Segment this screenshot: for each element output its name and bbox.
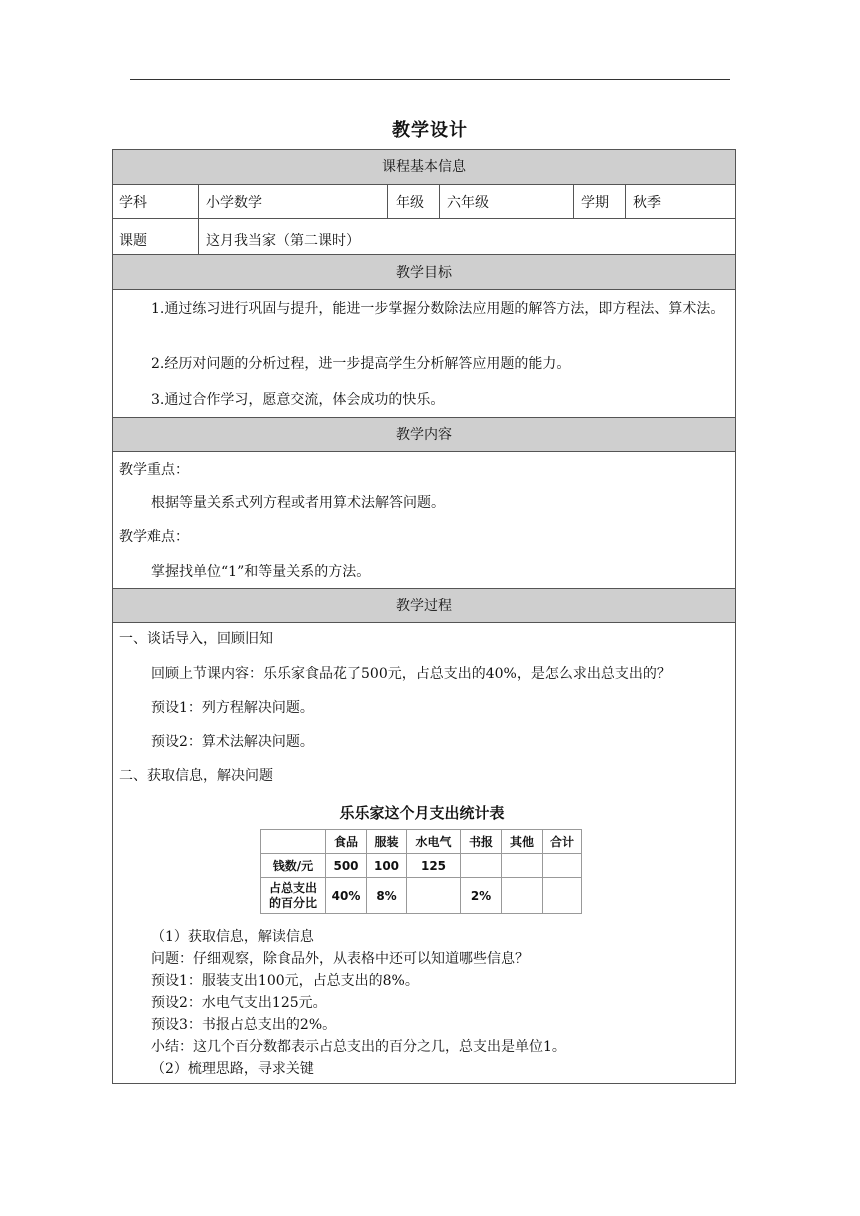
process-sub-line: 小结：这几个百分数都表示占总支出的百分之几，总支出是单位1。 [151, 1039, 566, 1055]
grade-value: 六年级 [447, 195, 489, 211]
process-line: 回顾上节课内容：乐乐家食品花了500元，占总支出的40%，是怎么求出总支出的？ [151, 666, 671, 682]
table-header-cell: 服装 [367, 830, 407, 854]
topic-value: 这月我当家（第二课时） [206, 233, 360, 249]
subject-label: 学科 [119, 195, 147, 211]
section-header-basic-info [113, 150, 735, 185]
table-cell: 40% [326, 878, 367, 914]
table-cell [543, 854, 582, 878]
table-cell: 500 [326, 854, 367, 878]
header-rule [130, 79, 730, 80]
topic-label: 课题 [119, 233, 147, 249]
process-sub-line: 预设1：服装支出100元，占总支出的8%。 [151, 973, 419, 989]
col-divider [439, 185, 440, 218]
table-cell: 100 [367, 854, 407, 878]
table-cell [502, 854, 543, 878]
subject-value: 小学数学 [206, 195, 262, 211]
table-header-cell: 食品 [326, 830, 367, 854]
section-header-label: 教学过程 [396, 598, 452, 614]
process-section-title: 二、获取信息，解决问题 [119, 768, 273, 784]
section-header-goals [113, 254, 735, 290]
table-header-cell: 合计 [543, 830, 582, 854]
key-point-label: 教学重点： [119, 462, 189, 478]
process-sub-line: （1）获取信息，解读信息 [151, 929, 314, 945]
section-header-content [113, 417, 735, 452]
table-row-label: 钱数/元 [261, 854, 326, 878]
process-section-title: 一、谈话导入，回顾旧知 [119, 631, 273, 647]
expense-stat-table [255, 802, 589, 918]
table-cell: 125 [407, 854, 461, 878]
process-sub-line: 预设3：书报占总支出的2%。 [151, 1017, 337, 1033]
process-line: 预设2：算术法解决问题。 [151, 734, 314, 750]
table-cell [543, 878, 582, 914]
document-title: 教学设计 [392, 120, 468, 141]
section-header-label: 教学目标 [396, 265, 452, 281]
grade-label: 年级 [396, 195, 424, 211]
col-divider [573, 185, 574, 218]
section-header-process [113, 588, 735, 623]
table-row-label [261, 878, 326, 914]
table-header-cell: 水电气 [407, 830, 461, 854]
difficulty-label: 教学难点： [119, 529, 189, 545]
term-label: 学期 [581, 195, 609, 211]
col-divider [387, 185, 388, 218]
table-row-label-text: 占总支出的百分比 [268, 880, 317, 910]
table-cell [461, 854, 502, 878]
table-header-cell: 书报 [461, 830, 502, 854]
table-cell [407, 878, 461, 914]
goal-item: 2.经历对问题的分析过程，进一步提高学生分析解答应用题的能力。 [151, 356, 571, 372]
term-value: 秋季 [633, 195, 661, 211]
goal-item: 3.通过合作学习，愿意交流，体会成功的快乐。 [151, 392, 445, 408]
row-divider [113, 218, 735, 219]
table-header-cell: 其他 [502, 830, 543, 854]
table-cell [502, 878, 543, 914]
table-cell: 8% [367, 878, 407, 914]
goal-item: 1.通过练习进行巩固与提升，能进一步掌握分数除法应用题的解答方法，即方程法、算术法。 [151, 301, 725, 317]
process-sub-line: 问题：仔细观察，除食品外，从表格中还可以知道哪些信息？ [151, 951, 529, 967]
section-header-label: 课程基本信息 [382, 159, 466, 175]
table-cell: 2% [461, 878, 502, 914]
process-sub-line: 预设2：水电气支出125元。 [151, 995, 327, 1011]
difficulty-text: 掌握找单位“1”和等量关系的方法。 [151, 564, 371, 580]
process-line: 预设1：列方程解决问题。 [151, 700, 314, 716]
col-divider [625, 185, 626, 218]
process-sub-line: （2）梳理思路，寻求关键 [151, 1061, 314, 1077]
lesson-plan-table [112, 149, 736, 1084]
expense-table-grid [260, 829, 582, 914]
section-header-label: 教学内容 [396, 427, 452, 443]
col-divider [198, 185, 199, 254]
table-header-cell [261, 830, 326, 854]
key-point-text: 根据等量关系式列方程或者用算术法解答问题。 [151, 495, 445, 511]
expense-table-title: 乐乐家这个月支出统计表 [339, 804, 505, 822]
